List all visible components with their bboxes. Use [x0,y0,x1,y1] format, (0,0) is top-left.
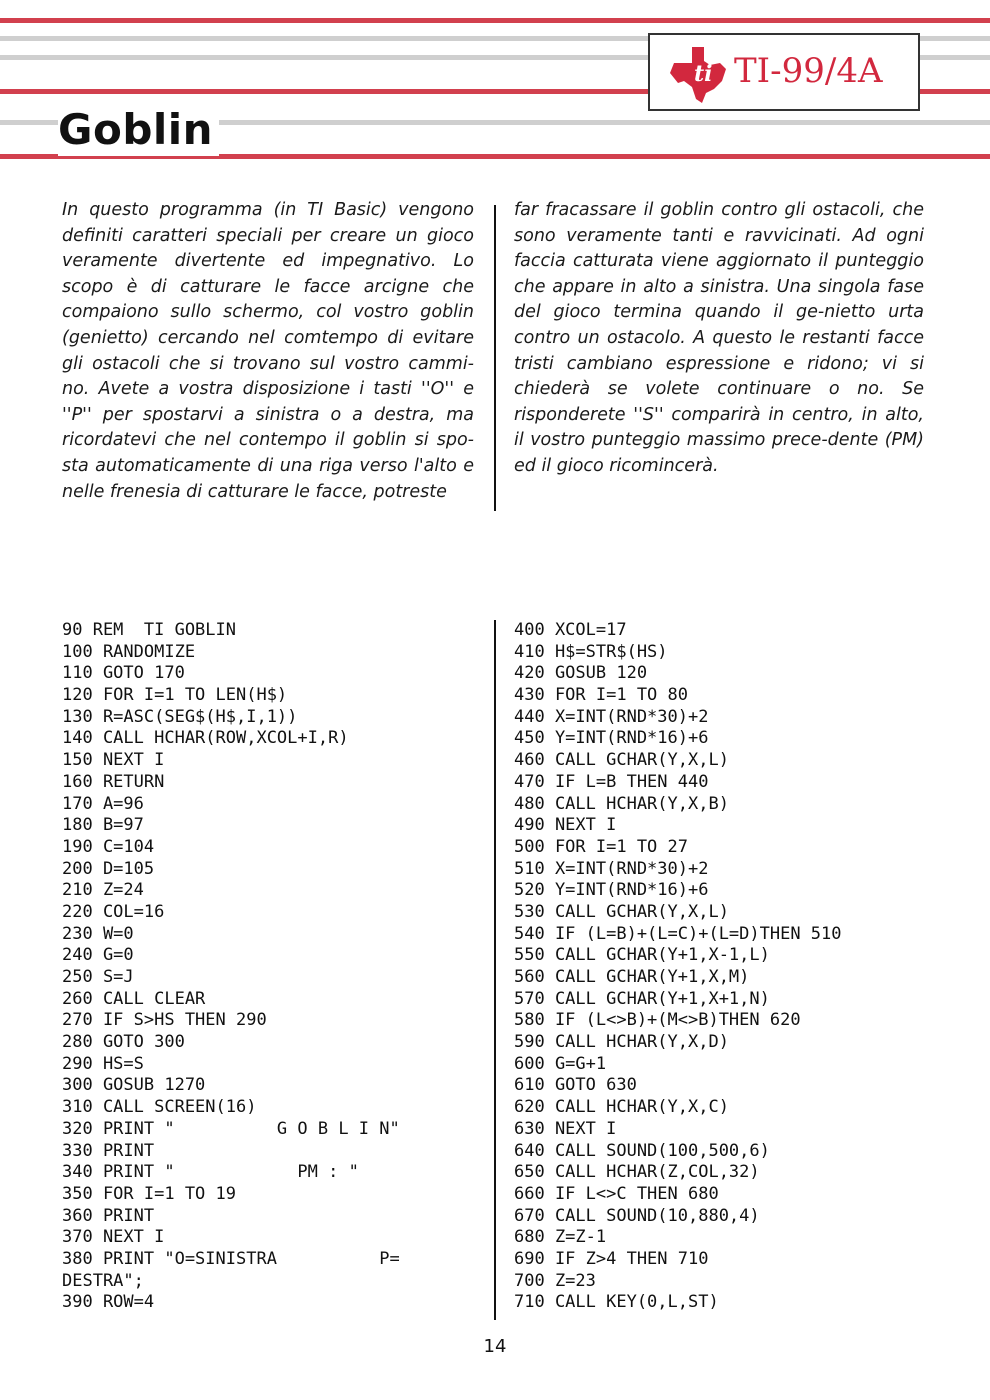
code-line: 500 FOR I=1 TO 27 [514,836,688,857]
code-line: 260 CALL CLEAR [62,988,206,1009]
code-line: 290 HS=S [62,1053,144,1074]
code-line: 100 RANDOMIZE [62,641,196,662]
code-line: 700 Z=23 [514,1270,596,1291]
code-line: 530 CALL GCHAR(Y,X,L) [514,901,729,922]
code-line: 180 B=97 [62,815,144,836]
code-line: 580 IF (L<>B)+(M<>B)THEN 620 [514,1010,801,1031]
code-line: 190 C=104 [62,836,155,857]
code-line: 130 R=ASC(SEG$(H$,I,1)) [62,706,298,727]
code-line: 620 CALL HCHAR(Y,X,C) [514,1097,729,1118]
page-title: Goblin [58,104,219,156]
intro-paragraph: In questo programma (in TI Basic) vengono definiti caratteri speciali per creare un gioco veramente divertente ed impegnativo. Lo scopo è di catturare le facce arcigne che compaiono sullo schermo, col vostro goblin (genietto) cercando nel comtempo di evitare gli ostacoli che si trovano sul vostro cammi-no. Avete a vostra disposizione i tasti ''O'' e ''P'' per spostarvi a sinistra o a destra, ma ricordatevi che nel contempo il goblin si spo-sta automaticamente di una riga verso l'alto e nelle frenesia di catturare le facce, potreste [62,200,474,502]
code-line: 650 CALL HCHAR(Z,COL,32) [514,1162,760,1183]
code-line: 680 Z=Z-1 [514,1227,607,1248]
brand-name: TI-99/4A [734,51,883,91]
code-line: 350 FOR I=1 TO 19 [62,1183,236,1204]
code-line: 660 IF L<>C THEN 680 [514,1183,719,1204]
code-line: 150 NEXT I [62,750,165,771]
code-line: 340 PRINT " PM : " [62,1162,359,1183]
code-line: 210 Z=24 [62,880,144,901]
code-line: 640 CALL SOUND(100,500,6) [514,1140,770,1161]
code-line: 410 H$=STR$(HS) [514,641,668,662]
code-listing-right [514,620,842,1314]
code-line: 560 CALL GCHAR(Y+1,X,M) [514,967,750,987]
code-line: 280 GOTO 300 [62,1032,185,1053]
code-line: 420 GOSUB 120 [514,663,648,684]
code-line: 370 NEXT I [62,1227,165,1248]
code-line: 110 GOTO 170 [62,663,185,684]
code-line: 250 S=J [62,967,134,987]
svg-text:ti: ti [694,61,713,87]
code-line: 330 PRINT [62,1140,155,1161]
code-line: 470 IF L=B THEN 440 [514,771,709,792]
code-line: 270 IF S>HS THEN 290 [62,1010,267,1031]
intro-left-column [62,198,474,505]
code-line: 450 Y=INT(RND*16)+6 [514,728,709,749]
brand-logo-box [648,33,920,111]
code-line: 630 NEXT I [514,1118,617,1139]
code-line: 540 IF (L=B)+(L=C)+(L=D)THEN 510 [514,923,842,944]
column-divider [494,205,496,511]
code-line: 480 CALL HCHAR(Y,X,B) [514,793,729,814]
code-line: 310 CALL SCREEN(16) [62,1097,257,1118]
code-line: 690 IF Z>4 THEN 710 [514,1248,709,1269]
code-line: 670 CALL SOUND(10,880,4) [514,1205,760,1226]
code-line: 90 REM TI GOBLIN [62,620,236,640]
code-line: 400 XCOL=17 [514,620,627,640]
code-line: 390 ROW=4 [62,1292,155,1313]
code-line: 490 NEXT I [514,815,617,836]
code-line: 380 PRINT "O=SINISTRA P= [62,1248,400,1269]
code-line: DESTRA"; [62,1270,144,1291]
code-line: 240 G=0 [62,945,134,966]
intro-right-column [514,198,924,480]
code-line: 220 COL=16 [62,901,165,922]
code-line: 610 GOTO 630 [514,1075,637,1096]
code-listing-left [62,620,400,1314]
intro-paragraph: far fracassare il goblin contro gli ostacoli, che sono veramente tanti e ravvicinati. Ad ogni faccia catturata viene aggiornato il punteggio che appare in alto a sinistra. Una singola fase del gioco termina quando il ge-nietto urta contro un ostacolo. A questo le restanti facce tristi cambiano espressione e ridono; vi si chiederà se volete continuare o no. Se risponderete ''S'' comparirà in centro, in alto, il vostro punteggio massimo prece-dente (PM) ed il gioco ricomincerà. [514,200,924,476]
code-line: 710 CALL KEY(0,L,ST) [514,1292,719,1313]
code-line: 160 RETURN [62,771,165,792]
code-line: 520 Y=INT(RND*16)+6 [514,880,709,901]
code-line: 550 CALL GCHAR(Y+1,X-1,L) [514,945,770,966]
code-line: 360 PRINT [62,1205,155,1226]
header-stripe [0,18,990,23]
code-line: 170 A=96 [62,793,144,814]
code-line: 320 PRINT " G O B L I N" [62,1118,400,1139]
code-line: 440 X=INT(RND*30)+2 [514,706,709,727]
code-line: 300 GOSUB 1270 [62,1075,206,1096]
code-line: 590 CALL HCHAR(Y,X,D) [514,1032,729,1053]
code-line: 430 FOR I=1 TO 80 [514,685,688,706]
code-line: 510 X=INT(RND*30)+2 [514,858,709,879]
column-divider [494,620,496,1320]
code-line: 570 CALL GCHAR(Y+1,X+1,N) [514,988,770,1009]
page-number: 14 [483,1336,507,1357]
code-line: 460 CALL GCHAR(Y,X,L) [514,750,729,771]
code-line: 230 W=0 [62,923,134,944]
code-line: 120 FOR I=1 TO LEN(H$) [62,685,288,706]
code-line: 600 G=G+1 [514,1053,607,1074]
code-line: 200 D=105 [62,858,155,879]
code-line: 140 CALL HCHAR(ROW,XCOL+I,R) [62,728,349,749]
texas-instruments-logo-icon [664,41,730,105]
